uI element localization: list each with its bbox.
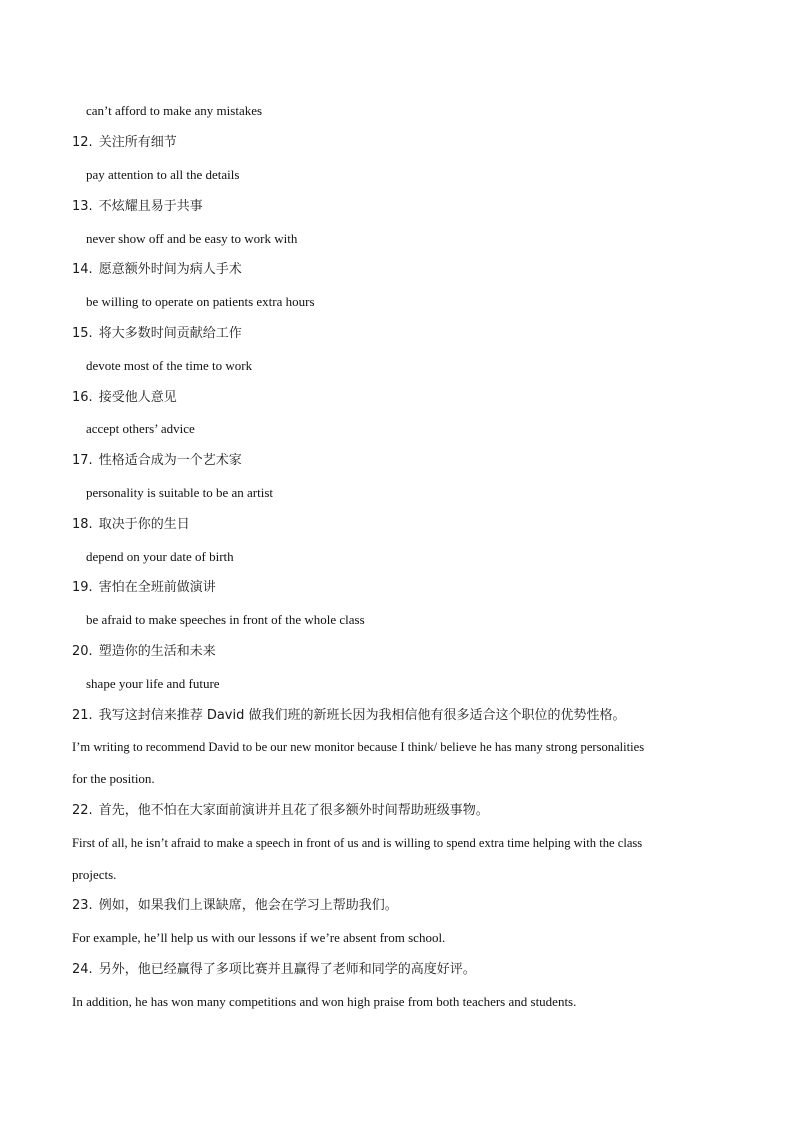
item-number: 19. [72,580,93,595]
sentence-22-english-line-1: First of all, he isn’t afraid to make a speech in front of us and is willing to spend extra time helping with the class [72,836,643,850]
item-12-chinese [72,135,177,151]
item-15-english: devote most of the time to work [86,358,253,373]
chinese-phrase: 将大多数时间贡献给工作 [98,326,242,341]
item-11-english: can’t afford to make any mistakes [86,103,263,118]
chinese-sentence: 例如，如果我们上课缺席，他会在学习上帮助我们。 [98,898,398,913]
item-15-chinese [72,326,242,342]
item-18-chinese [72,517,190,533]
chinese-phrase: 塑造你的生活和未来 [98,644,216,659]
item-number: 20. [72,644,93,659]
chinese-phrase: 害怕在全班前做演讲 [98,580,216,595]
item-17-english: personality is suitable to be an artist [86,485,274,500]
item-16-english: accept others’ advice [86,421,195,436]
item-19-english: be afraid to make speeches in front of the whole class [86,612,365,627]
item-number: 17. [72,453,93,468]
item-number: 12. [72,135,93,150]
chinese-phrase: 接受他人意见 [98,390,177,405]
sentence-number: 21. [72,708,93,723]
item-14-english: be willing to operate on patients extra hours [86,294,315,309]
chinese-sentence: 首先，他不怕在大家面前演讲并且花了很多额外时间帮助班级事物。 [98,803,489,818]
sentence-21-english-line-2: for the position. [72,771,155,786]
item-number: 18. [72,517,93,532]
item-number: 15. [72,326,93,341]
item-20-chinese [72,644,216,660]
item-18-english: depend on your date of birth [86,549,234,564]
item-12-english: pay attention to all the details [86,167,240,182]
item-17-chinese [72,453,242,469]
sentence-24-english: In addition, he has won many competitions and won high praise from both teachers and students. [72,994,577,1009]
chinese-phrase: 关注所有细节 [98,135,177,150]
sentence-21-chinese [72,708,626,724]
sentence-21-english-line-1: I’m writing to recommend David to be our new monitor because I think/ believe he has many strong personalities [72,740,645,754]
chinese-sentence: 我写这封信来推荐 David 做我们班的新班长因为我相信他有很多适合这个职位的优势性格。 [98,708,626,723]
item-13-chinese [72,199,203,215]
sentence-number: 22. [72,803,93,818]
sentence-number: 23. [72,898,93,913]
item-number: 14. [72,262,93,277]
sentence-22-chinese [72,803,489,819]
chinese-phrase: 取决于你的生日 [98,517,190,532]
chinese-phrase: 愿意额外时间为病人手术 [98,262,242,277]
chinese-phrase: 不炫耀且易于共事 [98,199,203,214]
chinese-phrase: 性格适合成为一个艺术家 [98,453,242,468]
sentence-22-english-line-2: projects. [72,867,117,882]
sentence-24-chinese [72,962,476,978]
item-number: 13. [72,199,93,214]
item-19-chinese [72,580,216,596]
item-14-chinese [72,262,242,278]
item-20-english: shape your life and future [86,676,220,691]
chinese-sentence: 另外，他已经赢得了多项比赛并且赢得了老师和同学的高度好评。 [98,962,476,977]
sentence-number: 24. [72,962,93,977]
sentence-23-english: For example, he’ll help us with our lessons if we’re absent from school. [72,930,446,945]
item-16-chinese [72,390,177,406]
item-13-english: never show off and be easy to work with [86,231,298,246]
sentence-23-chinese [72,898,398,914]
item-number: 16. [72,390,93,405]
